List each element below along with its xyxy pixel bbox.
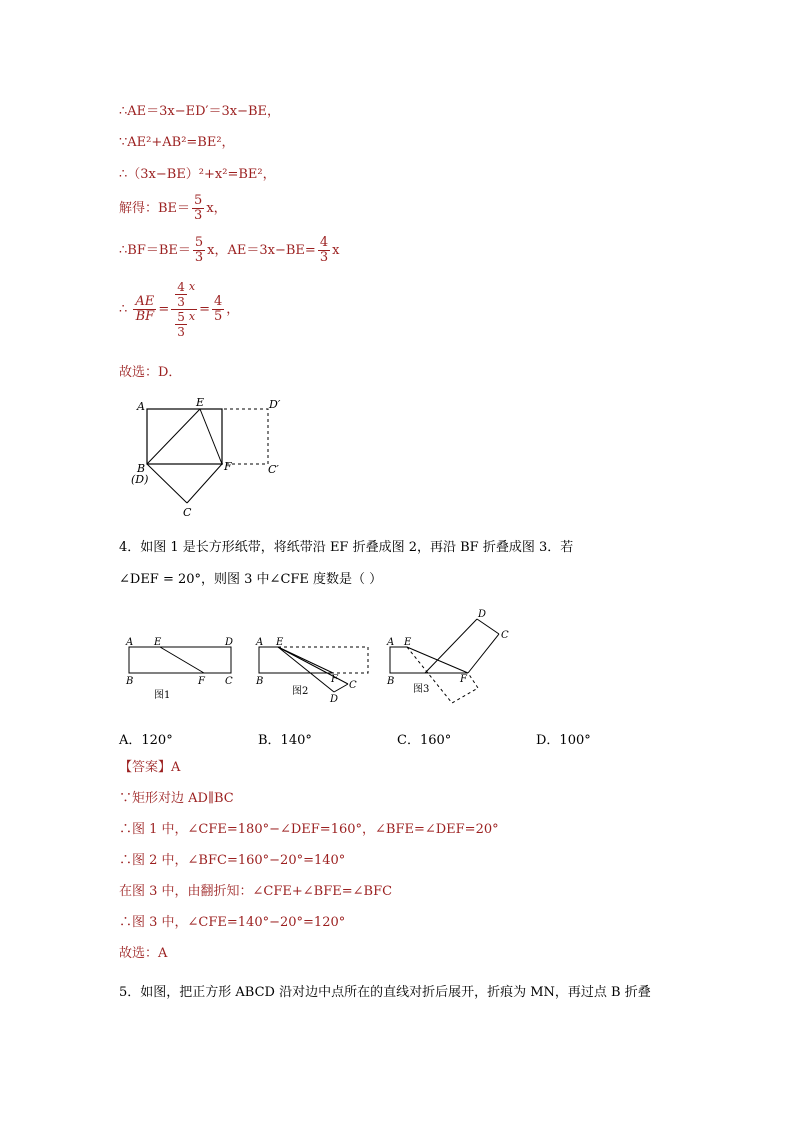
frac-denominator: 3 xyxy=(194,208,203,223)
figure-q3 xyxy=(125,392,295,522)
point-label-c-prime: C′ xyxy=(268,463,279,476)
solution-line-5-prefix: ∴BF＝BE＝ xyxy=(119,243,191,258)
fraction-5-3 xyxy=(193,236,205,265)
compound-denominator xyxy=(171,310,197,339)
option-a: A．120° xyxy=(119,733,173,748)
frac-denominator: 3 xyxy=(177,295,185,309)
frac-denominator: 5 xyxy=(213,309,223,324)
question-4-line-1: 4．如图 1 是长方形纸带，将纸带沿 EF 折叠成图 2，再沿 BF 折叠成图 3．若 xyxy=(119,540,574,555)
frac-numerator: 4 xyxy=(213,294,223,309)
inner-fraction xyxy=(175,280,187,309)
fig3-label-a: A xyxy=(387,637,395,648)
fig3-caption: 图3 xyxy=(413,684,430,695)
solution-line-5-suffix: x xyxy=(332,243,340,258)
solution-line-3: ∴（3x−BE）²+x²=BE²， xyxy=(119,167,276,182)
fig1-label-d: D xyxy=(225,637,234,648)
solution-line-4 xyxy=(119,194,227,223)
option-b: B．140° xyxy=(258,733,312,748)
fig2-label-c: C xyxy=(349,680,357,691)
solution-line-6-suffix: ， xyxy=(226,302,240,317)
solution-line-4-prefix: 解得：BE＝ xyxy=(119,201,191,216)
frac-numerator: 4 xyxy=(177,280,185,294)
option-d: D．100° xyxy=(536,733,591,748)
fig1-label-c: C xyxy=(225,676,233,687)
fig1-caption: 图1 xyxy=(154,690,171,701)
fig2-label-b: B xyxy=(256,676,264,687)
fig1-label-a: A xyxy=(126,637,134,648)
point-label-b: B xyxy=(137,462,146,475)
frac-numerator: 4 xyxy=(319,235,329,250)
equals-sign: = xyxy=(158,302,170,317)
answer-line-4: 在图 3 中，由翻折知：∠CFE+∠BFE=∠BFC xyxy=(119,884,393,899)
solution-line-7: 故选：D． xyxy=(119,365,182,380)
fraction-ae-bf xyxy=(133,295,156,324)
variable-x: x xyxy=(188,280,196,293)
question-4-line-2: ∠DEF = 20°，则图 3 中∠CFE 度数是（ ） xyxy=(119,572,383,587)
fraction-4-3 xyxy=(318,236,330,265)
answer-line-3: ∴图 2 中，∠BFC=160°−20°=140° xyxy=(119,853,346,868)
answer-line-5: ∴图 3 中，∠CFE=140°−20°=120° xyxy=(119,915,346,930)
frac-denominator: 3 xyxy=(177,325,185,339)
answer-line-1: ∵矩形对边 AD∥BC xyxy=(119,791,234,806)
option-c: C．160° xyxy=(397,733,452,748)
answer-tag: 【答案】A xyxy=(119,760,181,775)
compound-numerator xyxy=(171,280,197,310)
fig2-label-d: D xyxy=(330,694,339,705)
point-label-c: C xyxy=(183,506,192,519)
fig1-label-f: F xyxy=(198,676,205,687)
frac-numerator: 5 xyxy=(177,310,185,324)
solution-line-6 xyxy=(119,280,239,339)
point-label-a: A xyxy=(137,400,145,413)
fig2-label-f: F xyxy=(331,674,338,685)
fig1-label-e: E xyxy=(154,637,162,648)
fig2-caption: 图2 xyxy=(292,686,309,697)
frac-numerator: 5 xyxy=(194,193,203,208)
answer-line-6: 故选：A xyxy=(119,946,168,961)
point-label-e: E xyxy=(196,396,205,409)
solution-line-4-suffix: x， xyxy=(206,201,227,216)
inner-fraction xyxy=(175,310,187,339)
frac-numerator: AE xyxy=(135,294,155,309)
answer-line-2: ∴图 1 中，∠CFE=180°−∠DEF=160°，∠BFE=∠DEF=20° xyxy=(119,822,499,837)
fig3-label-f: F xyxy=(460,674,467,685)
fig2-label-e: E xyxy=(276,637,284,648)
solution-line-6-prefix: ∴ xyxy=(119,302,128,317)
fraction-4-5 xyxy=(212,295,224,324)
point-label-f: F xyxy=(224,460,232,473)
fig1-label-b: B xyxy=(126,676,134,687)
question-5-line-1: 5．如图，把正方形 ABCD 沿对边中点所在的直线对折后展开，折痕为 MN，再过点 B 折叠 xyxy=(119,985,651,1000)
frac-denominator: BF xyxy=(135,309,155,324)
fig3-label-d: D xyxy=(478,609,487,620)
frac-denominator: 3 xyxy=(319,250,329,265)
point-label-d-prime: D′ xyxy=(269,398,281,411)
solution-line-2: ∵AE²+AB²=BE²， xyxy=(119,135,235,150)
solution-line-5 xyxy=(119,236,339,265)
equals-sign: = xyxy=(199,302,210,317)
fig3-label-c: C xyxy=(501,630,509,641)
frac-denominator: 3 xyxy=(194,250,204,265)
fig3-label-b: B xyxy=(387,676,395,687)
frac-numerator: 5 xyxy=(194,235,204,250)
figure-q4 xyxy=(120,604,530,708)
compound-fraction xyxy=(171,280,197,339)
fig2-label-a: A xyxy=(256,637,264,648)
solution-line-5-middle: x，AE＝3x−BE= xyxy=(207,243,316,258)
solution-line-1: ∴AE＝3x−ED′＝3x−BE， xyxy=(119,104,281,119)
point-label-d-paren: (D) xyxy=(131,473,149,486)
variable-x: x xyxy=(188,310,196,323)
fraction-5-3 xyxy=(192,194,204,223)
fig3-label-e: E xyxy=(404,637,412,648)
